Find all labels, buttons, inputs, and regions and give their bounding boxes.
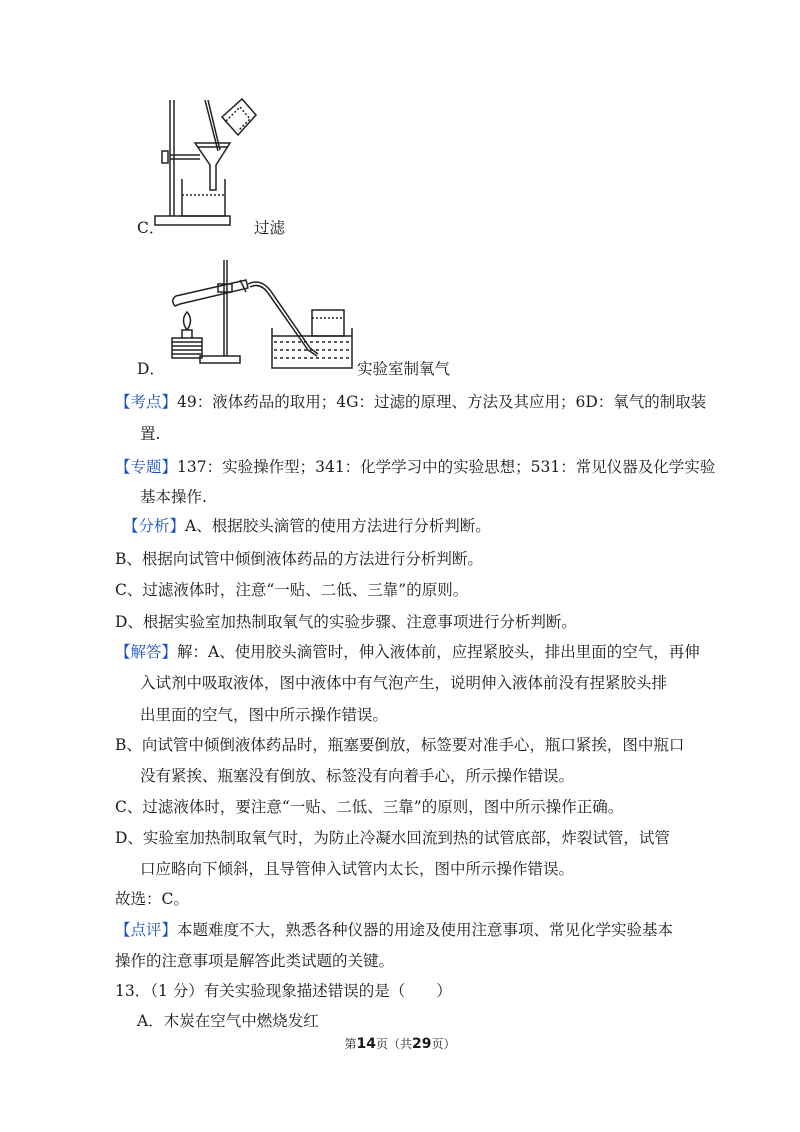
jieda-answer: 故选：C。 (115, 890, 189, 908)
jieda-tag: 【解答】 (115, 643, 178, 661)
jieda-text-b2: 没有紧挨、瓶塞没有倒放、标签没有向着手心，所示操作错误。 (140, 767, 575, 785)
question-13-option-a: A．木炭在空气中燃烧发红 (137, 1012, 319, 1030)
zhuanti-text-1: 137：实验操作型；341：化学学习中的实验思想；531：常见仪器及化学实验 (177, 458, 716, 476)
footer-suffix: 页） (431, 1037, 456, 1051)
footer-mid: 页（共 (375, 1037, 412, 1051)
fenxi-text-c: C、过滤液体时，注意“一贴、二低、三靠”的原则。 (115, 581, 469, 599)
figure-c-caption: 过滤 (254, 219, 286, 237)
fenxi-text-b: B、根据向试管中倾倒液体药品的方法进行分析判断。 (115, 550, 483, 568)
figure-d-caption: 实验室制氧气 (357, 360, 451, 378)
footer-page-number: 14 (356, 1036, 376, 1052)
dianping-text-1: 本题难度不大，熟悉各种仪器的用途及使用注意事项、常见化学实验基本 (177, 921, 674, 939)
jieda-text-a3: 出里面的空气，图中所示操作错误。 (140, 706, 389, 724)
jieda-text-c1: C、过滤液体时，要注意“一贴、二低、三靠”的原则，图中所示操作正确。 (115, 798, 624, 816)
figure-d-letter: D． (137, 360, 165, 378)
fenxi-text-a: A、根据胶头滴管的使用方法进行分析判断。 (185, 517, 491, 535)
footer-total-pages: 29 (412, 1036, 432, 1052)
jieda-text-a2: 入试剂中吸取液体，图中液体中有气泡产生，说明伸入液体前没有捏紧胶头排 (140, 674, 668, 692)
dianping-tag: 【点评】 (115, 921, 178, 939)
jieda-text-d1: D、实验室加热制取氧气时，为防止冷凝水回流到热的试管底部，炸裂试管，试管 (115, 829, 670, 847)
zhuanti-text-2: 基本操作. (140, 488, 207, 506)
zhuanti-line-1 (115, 456, 715, 478)
kaodian-text-2: 置. (140, 425, 161, 443)
dianping-text-2: 操作的注意事项是解答此类试题的关键。 (115, 952, 395, 970)
jieda-text-b1: B、向试管中倾倒液体药品时，瓶塞要倒放，标签要对准手心，瓶口紧挨，图中瓶口 (115, 736, 685, 754)
jieda-line-a1 (115, 641, 700, 663)
zhuanti-tag: 【专题】 (115, 458, 178, 476)
jieda-text-d2: 口应略向下倾斜，且导管伸入试管内太长，图中所示操作错误。 (140, 860, 575, 878)
fenxi-text-d: D、根据实验室加热制取氧气的实验步骤、注意事项进行分析判断。 (115, 613, 577, 631)
fenxi-tag: 【分析】 (123, 517, 186, 535)
filtration-diagram (150, 95, 260, 230)
jieda-text-a1: 解：A、使用胶头滴管时，伸入液体前，应捏紧胶头，排出里面的空气，再伸 (177, 643, 700, 661)
kaodian-tag: 【考点】 (115, 393, 178, 411)
kaodian-text-1: 49：液体药品的取用；4G：过滤的原理、方法及其应用；6D：氧气的制取装 (177, 393, 707, 411)
footer-prefix: 第 (344, 1037, 357, 1051)
dianping-line-1 (115, 919, 673, 941)
figure-c-letter: C． (137, 219, 165, 237)
page-footer (0, 1035, 800, 1052)
kaodian-line-1 (115, 391, 706, 413)
fenxi-line-a (123, 515, 491, 537)
oxygen-preparation-diagram (160, 258, 360, 370)
question-13-stem: 13．（1 分）有关实验现象描述错误的是（ ） (115, 982, 452, 1000)
